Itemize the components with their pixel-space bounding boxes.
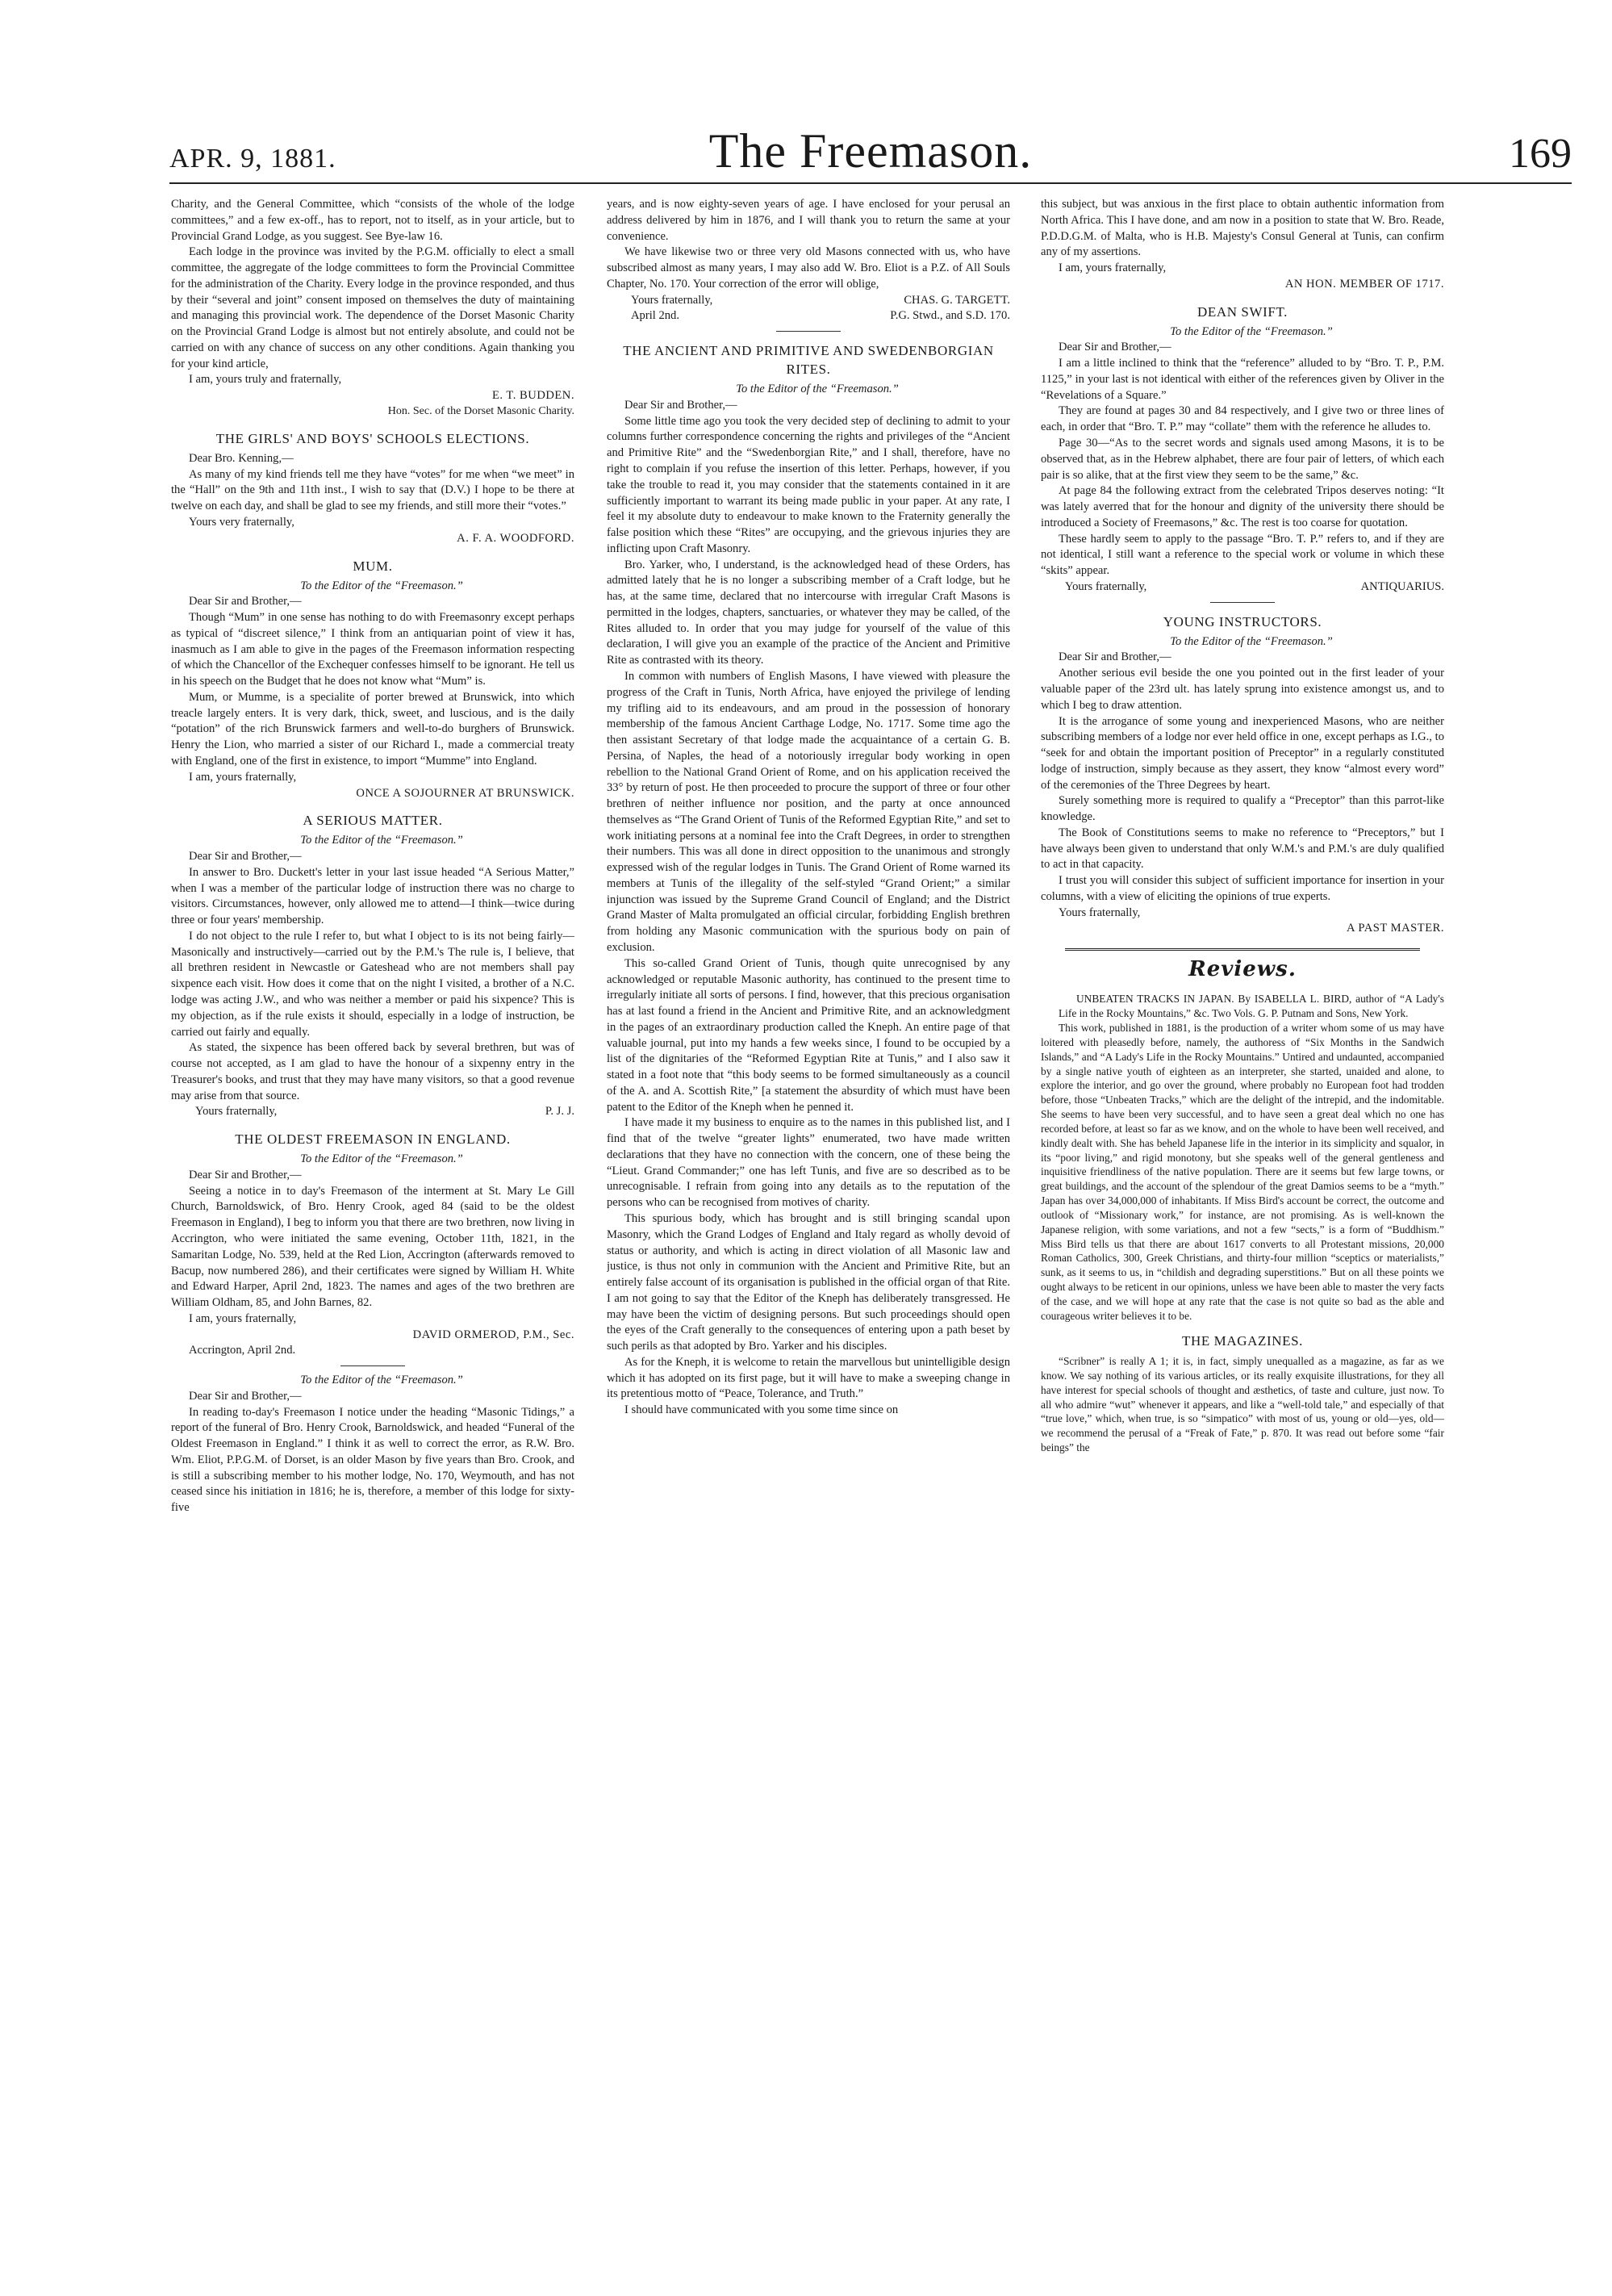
paragraph: I do not object to the rule I refer to, but what I object to is its not being fairly—Masonically and instructively—carried out by the P.M.'s The rule is, I believe, that all brethren resident in Newcastle or Gateshead who are not members shall pay sixpence each visit. How does it come that on the night I visited, a brother of a N.C. lodge was acting J.W., and who was neither a member or paid his sixpence? This is my objection, as if the rule exists it should, especially in a lodge of instruction, be carried out fairly and equally. — [171, 929, 574, 1039]
paragraph: Some little time ago you took the very decided step of declining to admit to your columns further correspondence concerning the rights and privileges of the “Ancient and Primitive Rite” and the “Swedenborgian Rite,” and I shall, therefore, have no right to complain if you refuse the insertion of this letter. Perhaps, however, if you take the trouble to read it, you may consider that the statements contained in it are sufficiently important to warrant its being made public in your paper. At any rate, I feel it my absolute duty to endeavour to make known to the Fraternity generally the false position which these “Rites” are occupying, and the grievous injuries they are inflicting upon Craft Masonry. — [607, 414, 1010, 555]
article-heading: DEAN SWIFT. — [1196, 303, 1288, 320]
masthead — [169, 121, 1572, 179]
signature-position: P.G. Stwd., and S.D. 170. — [890, 309, 1010, 323]
article-heading: THE ANCIENT AND PRIMITIVE AND SWEDENBORGIAN RITES. — [623, 343, 994, 378]
paragraph: Another serious evil beside the one you pointed out in the first leader of your valuable paper of the 23rd ult. has lately sprung into existence amongst us, and to which I beg to draw attention. — [1041, 667, 1444, 712]
column-2 — [607, 197, 1010, 2190]
closing-row — [195, 1104, 574, 1120]
paragraph: years, and is now eighty-seven years of age. I have enclosed for your perusal an address delivered by him in 1876, and I will thank you to return the same at your convenience. — [607, 198, 1010, 243]
column-3 — [1041, 197, 1444, 2190]
paragraph: We have likewise two or three very old Masons connected with us, who have subscribed almost as many years, I may also add W. Bro. Eliot is a P.Z. of All Souls Chapter, No. 170. Your correction of the error will oblige, — [607, 245, 1010, 291]
paragraph: This work, published in 1881, is the production of a writer whom some of us may have loitered with pleasedly before, namely, the authoress of “Six Months in the Sandwich Islands,” and “A Lady's Life in the Rocky Mountains.” Untired and undaunted, accompanied by a single native youth of eighteen as an interpreter, she started, unaided and alone, to explore the interior, and go over the ground, where probably no European foot had trodden before, those “Unbeaten Tracks,” which are the delight of the intrepid, and the indomitable. She seems to have been very successful, and to have seen a great deal which no one has recorded before, at least so far as we know, and on the whole to have been well received, and kindly dealt with. She has beheld Japanese life in the interior in its simplicity and squalor, in its “poor living,” and rigid monotony, but she speaks well of the general gentleness and inquisitive friendliness of the native population. There are it seems but few large towns, or great buildings, and the account of the splendour of the great Damios seems to be a “myth.” Japan has over 34,000,000 of inhabitants. If Miss Bird's account be correct, the outcome and outlook of “Missionary work,” for instance, are not promising. As is well-known the Japanese religion, with some variations, and not a few “sects,” is a form of “Buddhism.” Miss Bird tells us that there are about 1617 converts to all Protestant missions, 20,000 Roman Catholics, 300, Greek Christians, and thirty-four million “sceptics or materialists,” sunk, as it seems to us, in “childish and degrading superstitions.” But on all these points we ought always to be reticent in our opinions, unless we have been able to master the very facts of the case, and we will hope at any rate that the case is not quite so bad as the able and courageous writer believes it to be. — [1041, 1022, 1444, 1322]
editor-address: To the Editor of the “Freemason.” — [736, 383, 899, 396]
paragraph: This spurious body, which has brought and is still bringing scandal upon Masonry, which the Grand Lodges of England and Italy regard as wholly devoid of status or authority, and which is acting in direct violation of all Masonic law and justice, is thus not only in communion with the Ancient and Primitive Rite, but an entirely false account of its organisation is published in the official organ of that Rite. I am not going to say that the Editor of the Kneph has deliberately transgressed. He may have been the victim of designing persons. But such proceedings should open the eyes of the Craft generally to the consequences of entering upon a path beset by such perils as that adopted by Bro. Yarker and his disciples. — [607, 1212, 1010, 1353]
paragraph: At page 84 the following extract from the celebrated Tripos deserves noting: “It was lately averred that for the honour and dignity of the university there should be introduced a Society of Freemasons,” &c. The rest is too coarse for quotation. — [1041, 484, 1444, 529]
separator — [340, 1365, 405, 1366]
closing: Yours fraternally, — [1065, 579, 1147, 593]
paragraph: As for the Kneph, it is welcome to retain the marvellous but unintelligible design which it has adopted on its first page, but it will have to make a sweeping change in its pretentious motto of “Peace, Tolerance, and Truth.” — [607, 1355, 1010, 1401]
closing: Yours very fraternally, — [189, 516, 294, 529]
paragraph: I should have communicated with you some time since on — [624, 1403, 899, 1417]
salutation: Dear Sir and Brother,— — [1059, 650, 1171, 664]
paragraph: Charity, and the General Committee, which “consists of the whole of the lodge committees,” and a few ex-off., has to report, not to itself, as in your article, but to Provincial Grand Lodge, as you suggest. See Bye-law 16. — [171, 198, 574, 243]
section-divider — [1065, 948, 1420, 951]
book-citation: UNBEATEN TRACKS IN JAPAN. By ISABELLA L. BIRD, author of “A Lady's Life in the Rocky Mountains,” &c. Two Vols. G. P. Putnam and Sons, New York. — [1059, 993, 1444, 1020]
paragraph: In common with numbers of English Masons, I have viewed with pleasure the progress of the Craft in Tunis, North Africa, have enjoyed the privilege of lending my trifling aid to its endeavours, and am proud in the possession of honorary membership of the famous Ancient Carthage Lodge, No. 1717. Some time ago the then assistant Secretary of that lodge made the acquaintance of a certain G. B. Persina, of Naples, the head of a notoriously irregular body working in open rebellion to the National Grand Orient of Rome, and on his application received the 33° by return of post. He then proceeded to procure the support of three or four other brethren of neither influence nor position, and the party at once announced themselves as “The Grand Orient of Tunis of the Reformed Egyptian Rite,” and set to work initiating persons at a nominal fee into the Craft Degrees, in order to strengthen their numbers. This was all done in direct opposition to the unanimous and strongly expressed wish of the regular lodges in Tunis. The Grand Orient of Rome warned its members at Tunis of the illegality of the self-styled “Grand Orient;” a similar injunction was issued by the Supreme Grand Council of England; and the District Grand Master of Malta promulgated an official circular, forbidding English brethren from holding any Masonic communication with the spurious body on pain of exclusion. — [607, 669, 1010, 954]
masthead-rule — [169, 182, 1572, 184]
closing: Yours fraternally, — [195, 1105, 278, 1119]
newspaper-title: The Freemason. — [708, 124, 1033, 178]
signature: CHAS. G. TARGETT. — [904, 293, 1010, 307]
paragraph: this subject, but was anxious in the first place to obtain authentic information from North Africa. This I have done, and am now in a position to state that W. Bro. Reade, P.D.D.G.M. of Malta, who is H.B. Majesty's Consul General at Tunis, can confirm any of my assertions. — [1041, 198, 1444, 259]
signature-position: Hon. Sec. of the Dorset Masonic Charity. — [387, 404, 574, 417]
paragraph: In reading to-day's Freemason I notice under the heading “Masonic Tidings,” a report of the funeral of Bro. Henry Crook, Barnoldswick, and headed “Funeral of the Oldest Freemason in England.” I think it as well to correct the error, as R.W. Bro. Wm. Eliot, P.P.G.M. of Dorset, is an older Mason by five years than Bro. Crook, and is still a subscribing member to his mother lodge, No. 170, Weymouth, and has not ceased since his initiation in 1816; he is, therefore, a member of this lodge for sixty-five — [171, 1405, 574, 1515]
closing: I am, yours fraternally, — [189, 1311, 297, 1325]
issue-date: APR. 9, 1881. — [169, 144, 336, 174]
editor-address: To the Editor of the “Freemason.” — [1170, 324, 1333, 338]
closing: I am, yours fraternally, — [1059, 261, 1167, 275]
signature: E. T. BUDDEN. — [491, 389, 574, 403]
paragraph: “Scribner” is really A 1; it is, in fact, simply unequalled as a magazine, as far as we know. We say nothing of its various articles, or its really exquisite illustrations, for they all have interest for special schools of thought and æsthetics, of taste and culture, just now. To all who admire “wut” whenever it appears, and like a “well-told tale,” and especially of that “true love,” which, when true, is so “simpatico” with most of us, young or old—yes, old—we recommend the perusal of a “Freak of Fate,” p. 870. It was read out before some “fair beings” the — [1041, 1355, 1444, 1454]
paragraph: Mum, or Mumme, is a specialite of porter brewed at Brunswick, into which treacle largely enters. It is very dark, thick, sweet, and luscious, and is the daily “potation” of the rich Brunswick farmers and well-to-do burghers of Brunswick. Henry the Lion, who married a sister of our Richard I., made a commercial treaty with England, one of the first in existence, to import “Mumme” into England. — [171, 690, 574, 767]
article-heading: THE GIRLS' AND BOYS' SCHOOLS ELECTIONS. — [215, 430, 530, 446]
editor-address: To the Editor of the “Freemason.” — [300, 834, 463, 847]
paragraph: The Book of Constitutions seems to make no reference to “Preceptors,” but I have always been given to understand that only W.M.'s and P.M.'s are duly qualified to act in that capacity. — [1041, 826, 1444, 872]
closing-row — [1065, 579, 1444, 596]
editor-address: To the Editor of the “Freemason.” — [300, 1374, 463, 1387]
paragraph: I am a little inclined to think that the “reference” alluded to by “Bro. T. P., P.M. 1125,” in your last is not identical with either of the references given by Oliver in the “Revelations of a Square.” — [1041, 357, 1444, 402]
paragraph: They are found at pages 30 and 84 respectively, and I give two or three lines of each, in order that “Bro. T. P.” may “collate” them with the reference he alludes to. — [1041, 404, 1444, 434]
article-heading: MUM. — [353, 558, 393, 574]
paragraph: These hardly seem to apply to the passage “Bro. T. P.” refers to, and if they are not identical, I still want a reference to the special work or volume in which these “skits” appear. — [1041, 532, 1444, 578]
closing-row — [631, 293, 1010, 309]
column-1 — [171, 197, 574, 2190]
page-number: 169 — [1509, 131, 1572, 177]
paragraph: I have made it my business to enquire as to the names in this published list, and I find that of the twelve “greater lights” enumerated, two have made written declarations that they have no connection with the concern, one of these being the “Lieut. Grand Commander;” one has left Tunis, and five are so described as to be unrecognisable. I refrain from going into any details as to the reputation of the persons who can be recognised from motives of charity. — [607, 1116, 1010, 1210]
separator — [776, 331, 841, 332]
paragraph: It is the arrogance of some young and inexperienced Masons, who are neither subscribing members of a lodge nor ever held office in one, except perhaps as I.G., to “seek for and obtain the important position of Preceptor” in a regularly constituted lodge of instruction, simply because as they assert, they know “almost every word” of the ceremonies of the Three Degrees by heart. — [1041, 714, 1444, 792]
signature: A. F. A. WOODFORD. — [457, 531, 574, 545]
paragraph: Seeing a notice in to day's Freemason of the interment at St. Mary Le Gill Church, Barnoldswick, of Bro. Henry Crook, aged 84 (said to be the oldest Freemason in England), I beg to inform you that there are two brethren, now living in Accrington, who were initiated the same evening, October 11th, 1821, in the Samaritan Lodge, No. 539, held at the Red Lion, Accrington (afterwards removed to Bacup, now numbered 286), and their certificates were signed by William H. White and Edward Harper, April 2nd, 1823. The names and ages of the two brethren are William Oldham, 85, and John Barnes, 82. — [171, 1184, 574, 1310]
paragraph: Page 30—“As to the secret words and signals used among Masons, it is to be observed that, as in the Hebrew alphabet, there are four pair of letters, of which each pair is so alike, that at the first view they seem to be the same,” &c. — [1041, 436, 1444, 482]
salutation: Dear Sir and Brother,— — [189, 1389, 302, 1403]
paragraph: As stated, the sixpence has been offered back by several brethren, but was of course not accepted, as I am glad to have the honour of a sixpenny entry in the Treasurer's books, and trust that they may have many visitors, so that a good revenue may arise from that source. — [171, 1041, 574, 1102]
paragraph: Though “Mum” in one sense has nothing to do with Freemasonry except perhaps as typical of “discreet silence,” I think from an antiquarian point of view it has, inasmuch as I am able to give in the pages of the Freemason information respecting of which the Chancellor of the Exchequer confesses himself to be ignorant. He tell us in his speech on the Budget that he does not know what “Mum” is. — [171, 611, 574, 688]
paragraph: Bro. Yarker, who, I understand, is the acknowledged head of these Orders, has admitted lately that he is no longer a subscribing member of a Craft lodge, but he has, at the same time, declared that no intercourse with irregular Craft Masons is permitted in the lodges, chapters, sanctuaries, or whatever they may be called, of the Rites alluded to. In order that you may judge for yourself of the value of this declaration, I will give you an example of the practice of the Ancient and Primitive Rite as contrasted with its theory. — [607, 558, 1010, 667]
letter-place-date: Accrington, April 2nd. — [189, 1344, 296, 1357]
closing: I am, yours fraternally, — [189, 770, 297, 784]
paragraph: This so-called Grand Orient of Tunis, though quite unrecognised by any acknowledged or reputable Masonic authority, has continued to the present time to irregularly initiate all sorts of persons. I find, however, that this precious organisation has at last found a friend in the Ancient and Primitive Rite, and an acknowledgment in the pages of an extraordinary production called the Kneph. An entire page of that valuable journal, put into my hands a few weeks since, I found to be occupied by a list of the dignitaries of the “Reformed Egyptian Rite at Tunis,” and I also saw it stated in a foot note that “this body seems to be formed simultaneously as a council of the A. and A. Scottish Rite,” [a statement the absurdity of which must have been patent to the Editor of the Kneph when he penned it. — [607, 956, 1010, 1114]
salutation: Dear Sir and Brother,— — [189, 1168, 302, 1181]
paragraph: I trust you will consider this subject of sufficient importance for insertion in your columns, with a view of eliciting the opinions of true experts. — [1041, 874, 1444, 903]
editor-address: To the Editor of the “Freemason.” — [300, 579, 463, 592]
paragraph: Each lodge in the province was invited by the P.G.M. officially to elect a small committee, the aggregate of the lodge committees to form the Provincial Committee for the administration of the Charity. Every lodge in the province responded, and thus by their “several and joint” consent imposed on themselves the duty of maintaining and managing this provincial work. The dependence of the Dorset Masonic Charity on the Provincial Grand Lodge is almost but not entirely absolute, and could not be carried on with any chance of success on any other conditions. Again thanking you for your kind article, — [171, 245, 574, 370]
article-heading: YOUNG INSTRUCTORS. — [1163, 613, 1322, 629]
article-heading: A SERIOUS MATTER. — [303, 813, 443, 829]
signature: ANTIQUARIUS. — [1360, 579, 1444, 593]
reviews-section — [1041, 992, 1444, 1454]
paragraph: Surely something more is required to qualify a “Preceptor” than this parrot-like knowledge. — [1041, 794, 1444, 824]
closing: Yours fraternally, — [631, 293, 713, 307]
editor-address: To the Editor of the “Freemason.” — [300, 1152, 463, 1166]
closing: Yours fraternally, — [1059, 905, 1141, 919]
salutation: Dear Sir and Brother,— — [189, 595, 302, 609]
article-heading: THE MAGAZINES. — [1181, 1333, 1304, 1349]
editor-address: To the Editor of the “Freemason.” — [1170, 634, 1333, 648]
paragraph: In answer to Bro. Duckett's letter in your last issue headed “A Serious Matter,” when I was a member of the particular lodge of instruction there was no charge to visitors. Circumstances, however, only allowed me to attend—I think—twice during three or four years' membership. — [171, 865, 574, 927]
separator — [1210, 602, 1275, 603]
salutation: Dear Sir and Brother,— — [189, 850, 302, 864]
signature: P. J. J. — [545, 1105, 574, 1119]
salutation: Dear Bro. Kenning,— — [189, 451, 294, 465]
closing-row — [631, 308, 1010, 324]
salutation: Dear Sir and Brother,— — [1059, 341, 1171, 354]
signature: ONCE A SOJOURNER AT BRUNSWICK. — [356, 786, 574, 800]
salutation: Dear Sir and Brother,— — [624, 398, 737, 412]
letter-date: April 2nd. — [631, 309, 679, 323]
signature: A PAST MASTER. — [1347, 922, 1444, 935]
paragraph: As many of my kind friends tell me they have “votes” for me when “we meet” in the “Hall” on the 9th and 11th inst., I wish to say that (D.V.) I hope to be there at twelve on each day, and shall be glad to see my friends, and still more their “votes.” — [171, 467, 574, 513]
signature: DAVID ORMEROD, P.M., Sec. — [412, 1328, 574, 1341]
signature: AN HON. MEMBER OF 1717. — [1284, 277, 1444, 291]
article-heading: THE OLDEST FREEMASON IN ENGLAND. — [235, 1131, 511, 1148]
section-heading-reviews: Reviews. — [1188, 957, 1297, 982]
closing: I am, yours truly and fraternally, — [189, 373, 342, 387]
